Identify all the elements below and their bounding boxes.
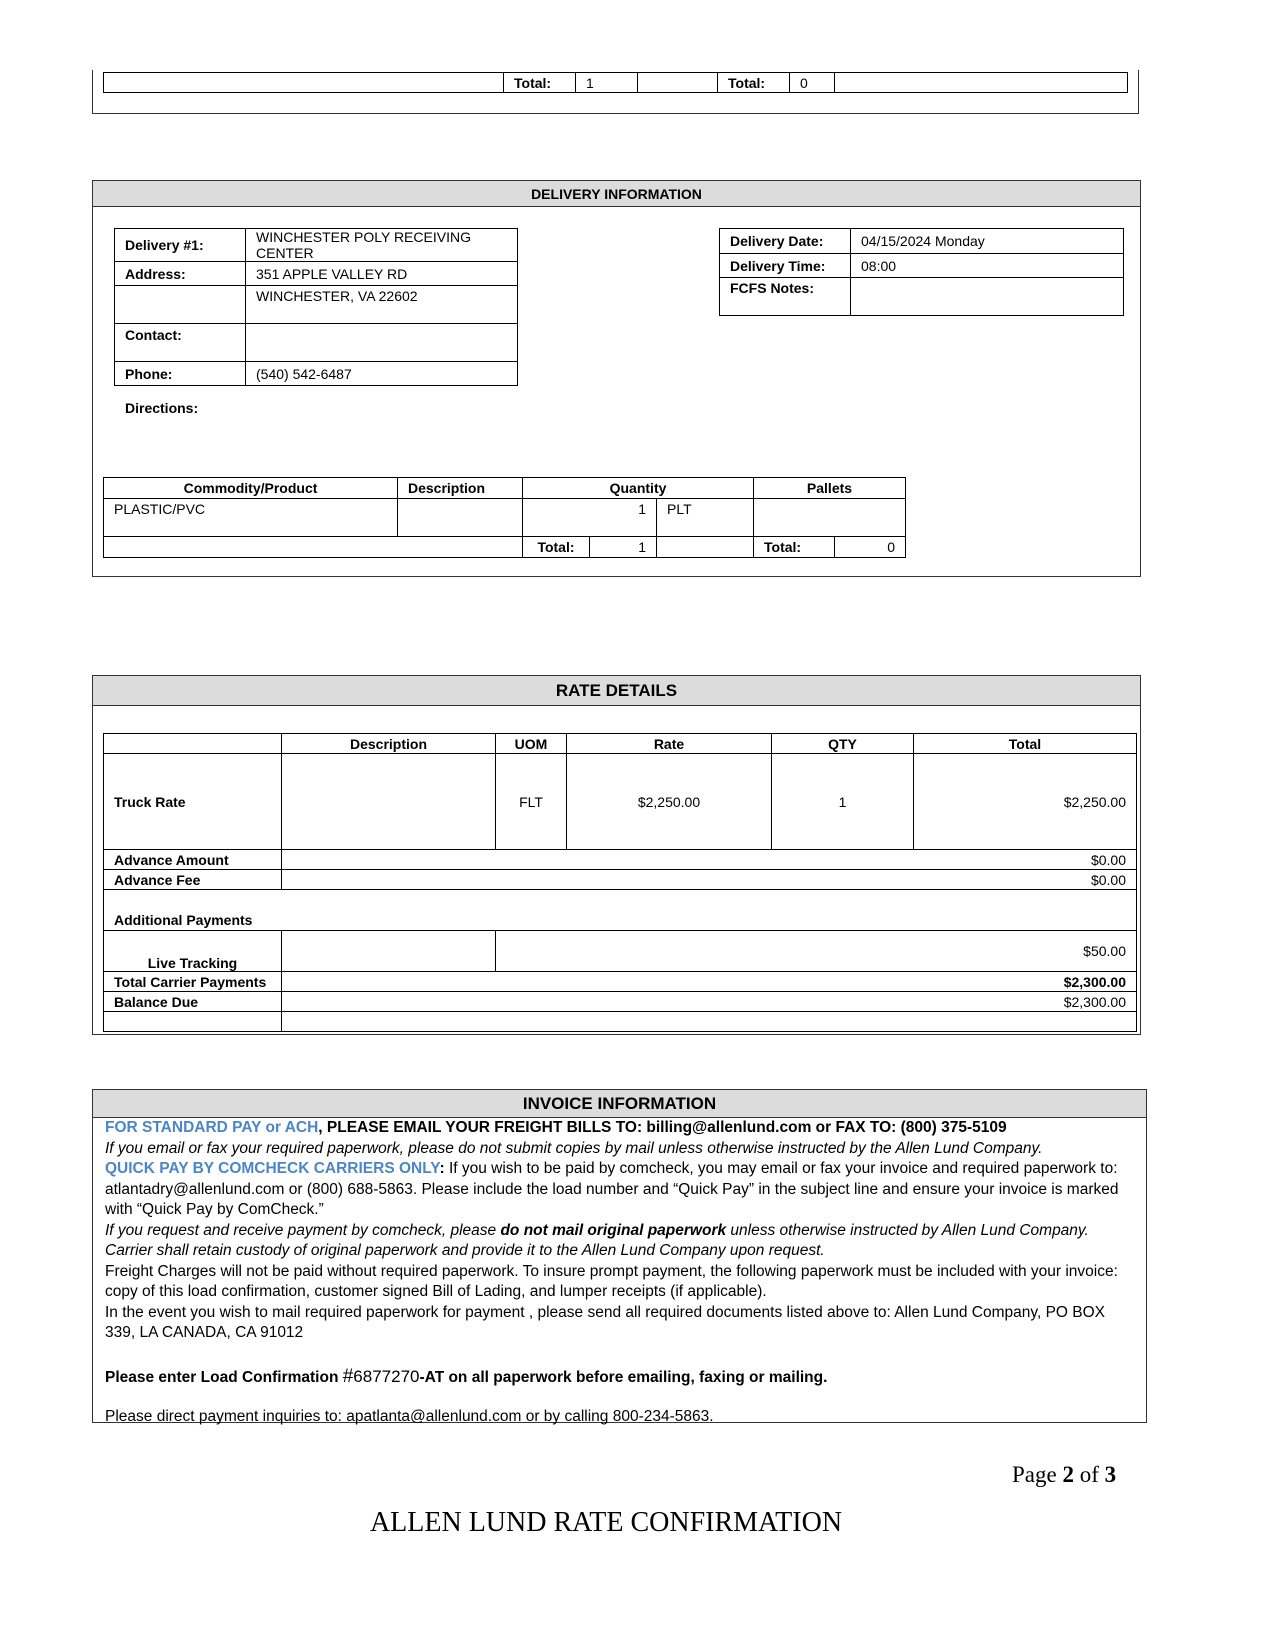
rate-table: [103, 733, 1137, 1032]
fcfs-notes-value: [851, 278, 1124, 316]
qty-header: QTY: [772, 734, 914, 754]
commodity-value: PLASTIC/PVC: [104, 499, 398, 537]
contact-value: [246, 324, 518, 362]
unit-value: PLT: [657, 499, 754, 537]
address-line2: WINCHESTER, VA 22602: [246, 286, 518, 324]
invoice-line-freight-charges: Freight Charges will not be paid without required paperwork. To insure prompt payment, the following paperwork must be included with your invoice: copy of this load confirmation, customer signed Bill of Lading, and lumper receipts (if applicable).: [105, 1262, 1118, 1300]
invoice-line-payment-inquiries: Please direct payment inquiries to: apatlanta@allenlund.com or by calling 800-234-5863.: [105, 1408, 714, 1425]
address-label: Address:: [115, 262, 246, 286]
delivery-information-panel: [92, 180, 1141, 577]
load-confirmation-number: 6877270: [353, 1366, 420, 1386]
commodity-total-label-2: Total:: [754, 537, 835, 558]
balance-due-label: Balance Due: [104, 992, 282, 1012]
commodity-total-pallets: 0: [835, 537, 906, 558]
delivery-time: 08:00: [851, 254, 1124, 278]
commodity-header: Commodity/Product: [104, 478, 398, 499]
description-header: Description: [398, 478, 523, 499]
commodity-total-qty: 1: [590, 537, 657, 558]
live-tracking-label: Live Tracking: [104, 931, 282, 972]
rate-description-header: Description: [282, 734, 496, 754]
invoice-line-load-confirmation: Please enter Load Confirmation #6877270-AT on all paperwork before emailing, faxing or mailing.: [105, 1365, 828, 1387]
invoice-line-standard-pay: FOR STANDARD PAY or ACH, PLEASE EMAIL YOUR FREIGHT BILLS TO: billing@allenlund.com or FAX TO: (800) 375-5109: [105, 1119, 1007, 1136]
invoice-text: [93, 1118, 1146, 1428]
invoice-line-mail-address: In the event you wish to mail required paperwork for payment , please send all required documents listed above to: Allen Lund Company, PO BOX 339, LA CANADA, CA 91012: [105, 1303, 1106, 1341]
pallets-value: [754, 499, 906, 537]
description-value: [398, 499, 523, 537]
invoice-information-panel: [92, 1089, 1147, 1423]
delivery-date-label: Delivery Date:: [720, 229, 851, 254]
top-total-label-1: Total:: [504, 73, 576, 93]
advance-fee-label: Advance Fee: [104, 870, 282, 890]
advance-amount-label: Advance Amount: [104, 850, 282, 870]
truck-rate-rate: $2,250.00: [567, 754, 772, 850]
delivery-schedule-table: [719, 228, 1124, 316]
directions-label: Directions:: [125, 400, 199, 416]
truck-rate-label: Truck Rate: [104, 754, 282, 850]
delivery-information-header: DELIVERY INFORMATION: [93, 181, 1140, 207]
total-carrier-label: Total Carrier Payments: [104, 972, 282, 992]
commodity-total-label-1: Total:: [523, 537, 590, 558]
rate-header: Rate: [567, 734, 772, 754]
quantity-value: 1: [523, 499, 657, 537]
uom-header: UOM: [496, 734, 567, 754]
standard-pay-label: FOR STANDARD PAY or ACH: [105, 1119, 319, 1136]
advance-fee-value: $0.00: [282, 870, 1137, 890]
truck-rate-uom: FLT: [496, 754, 567, 850]
balance-due-value: $2,300.00: [282, 992, 1137, 1012]
contact-label: Contact:: [115, 324, 246, 362]
top-total-label-2: Total:: [718, 73, 790, 93]
top-total-value-2: 0: [790, 73, 835, 93]
delivery-time-label: Delivery Time:: [720, 254, 851, 278]
total-carrier-value: $2,300.00: [282, 972, 1137, 992]
rate-details-header: RATE DETAILS: [93, 676, 1140, 706]
commodity-table: [103, 477, 906, 558]
invoice-line-quick-pay: QUICK PAY BY COMCHECK CARRIERS ONLY: If you wish to be paid by comcheck, you may email or fax your invoice and required paperwork to: atlantadry@allenlund.com or (800) 688-5863. Please include the load number and “Quick Pay” in the subject line and ensure your invoice is marked with “Quick Pay by ComCheck.”: [105, 1160, 1119, 1218]
document-title: ALLEN LUND RATE CONFIRMATION: [369, 1507, 843, 1538]
top-total-value-1: 1: [576, 73, 638, 93]
invoice-line-comcheck: If you request and receive payment by comcheck, please do not mail original paperwork unless otherwise instructed by Allen Lund Company. Carrier shall retain custody of original paperwork and provide it to the Allen Lund Company upon request.: [105, 1221, 1089, 1259]
page-number: Page 2 of 3: [1012, 1462, 1117, 1487]
total-header: Total: [914, 734, 1137, 754]
fcfs-notes-label: FCFS Notes:: [720, 278, 851, 316]
delivery-address-table: [114, 228, 518, 386]
quantity-header: Quantity: [523, 478, 754, 499]
additional-payments-label: Additional Payments: [104, 890, 1137, 931]
invoice-line-no-mail: If you email or fax your required paperwork, please do not submit copies by mail unless otherwise instructed by the Allen Lund Company.: [105, 1139, 1043, 1157]
top-totals-table: [103, 72, 1128, 93]
live-tracking-value: $50.00: [496, 931, 1137, 972]
delivery-date: 04/15/2024 Monday: [851, 229, 1124, 254]
truck-rate-qty: 1: [772, 754, 914, 850]
phone-value: (540) 542-6487: [246, 362, 518, 386]
quick-pay-label: QUICK PAY BY COMCHECK CARRIERS ONLY: [105, 1160, 440, 1177]
invoice-information-header: INVOICE INFORMATION: [93, 1090, 1146, 1118]
delivery-name: WINCHESTER POLY RECEIVING CENTER: [246, 229, 518, 262]
rate-details-panel: [92, 675, 1141, 1035]
delivery-num-label: Delivery #1:: [115, 229, 246, 262]
phone-label: Phone:: [115, 362, 246, 386]
address-line1: 351 APPLE VALLEY RD: [246, 262, 518, 286]
top-continuation-panel: [92, 70, 1139, 114]
truck-rate-total: $2,250.00: [914, 754, 1137, 850]
advance-amount-value: $0.00: [282, 850, 1137, 870]
pallets-header: Pallets: [754, 478, 906, 499]
